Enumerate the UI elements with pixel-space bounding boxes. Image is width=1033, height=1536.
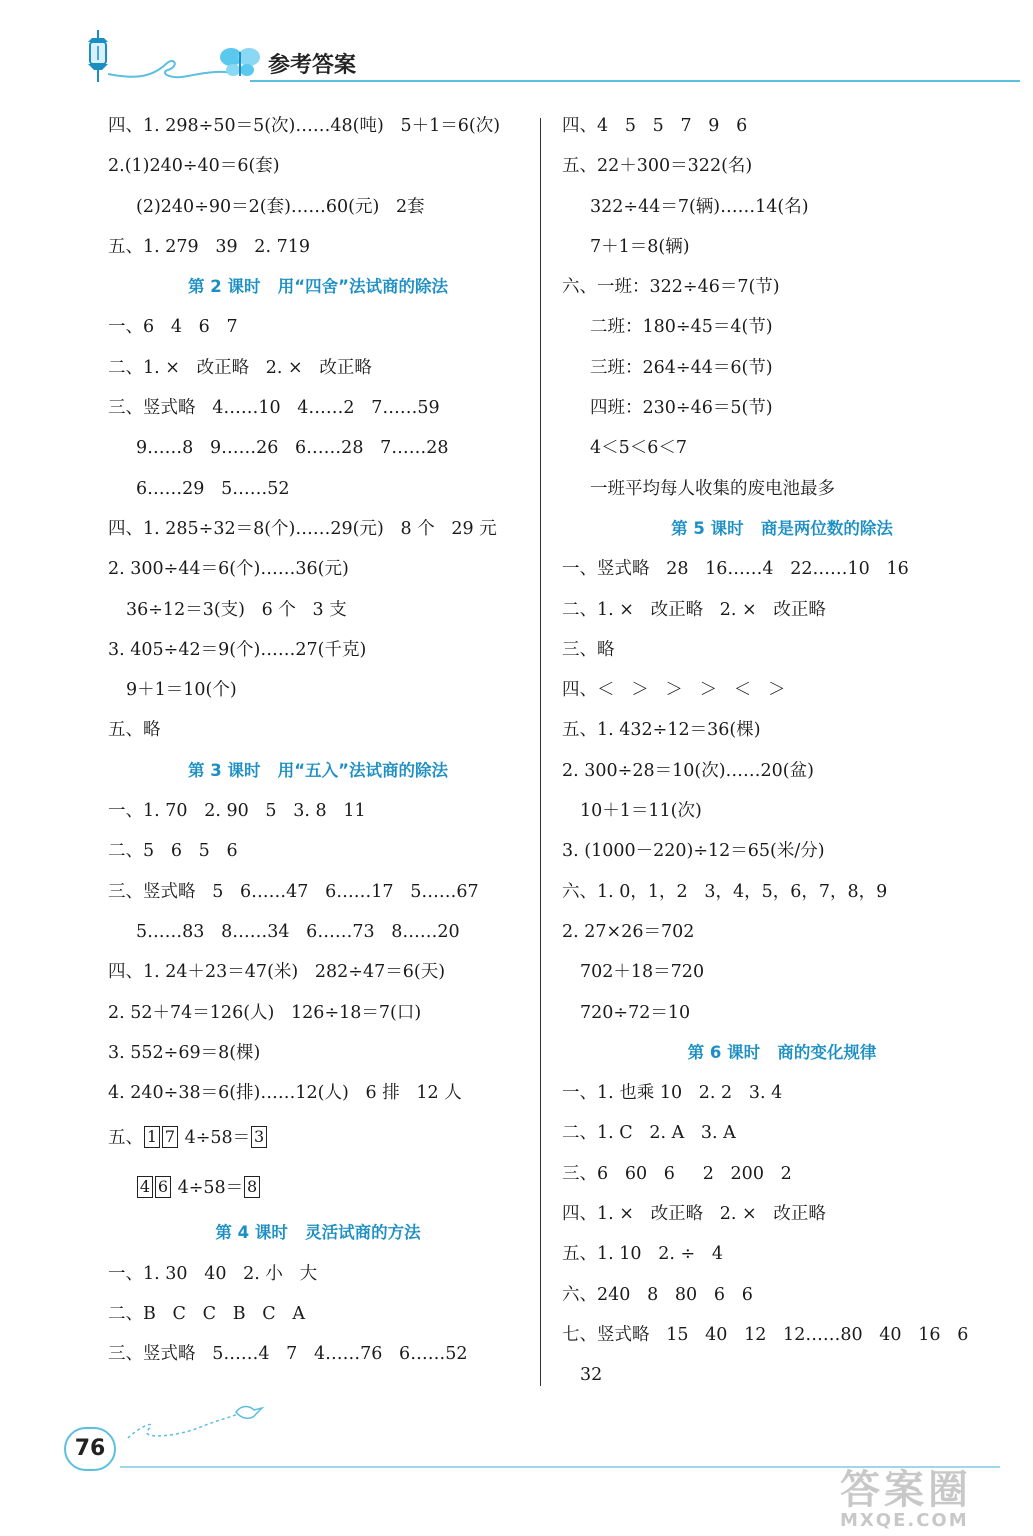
- answer-line: 五、1. 279 39 2. 719: [108, 236, 310, 257]
- answer-line: 四班：230÷46＝5(节): [590, 398, 773, 419]
- answer-line: 四、1. 298÷50＝5(次)……48(吨) 5＋1＝6(次): [108, 116, 501, 136]
- answer-line: 10＋1＝11(次): [580, 801, 702, 822]
- digit-box: 4: [137, 1176, 153, 1198]
- section-heading: 第 6 课时 商的变化规律: [687, 1042, 877, 1062]
- answer-line: 二、5 6 5 6: [108, 841, 238, 862]
- answer-line: 2. 300÷28＝10(次)……20(盆): [562, 760, 814, 781]
- watermark-url: MXQE.COM: [840, 1510, 969, 1531]
- answer-line: 六、一班：322÷46＝7(节): [562, 277, 780, 298]
- answer-line: 四、4 5 5 7 9 6: [562, 116, 748, 136]
- answer-line: 一、6 4 6 7: [108, 317, 238, 338]
- answer-line: 五、1. 10 2. ÷ 4: [562, 1244, 723, 1265]
- answer-line: 五、略: [108, 720, 161, 741]
- answer-line: 四、＜ ＞ ＞ ＞ ＜ ＞: [562, 680, 786, 701]
- answer-line: 四、1. 285÷32＝8(个)……29(元) 8 个 29 元: [108, 518, 497, 539]
- butterfly-icon: [218, 44, 262, 80]
- digit-box: 6: [155, 1176, 171, 1198]
- answer-line: 三、6 60 6 2 200 2: [562, 1163, 792, 1184]
- section-heading: 第 5 课时 商是两位数的除法: [671, 518, 893, 538]
- answer-line: 三、竖式略 5 6……47 6……17 5……67: [108, 881, 479, 902]
- digit-box: 1: [144, 1126, 160, 1148]
- answer-line: 五、22＋300＝322(名): [562, 156, 753, 177]
- answer-line: 702＋18＝720: [580, 962, 705, 983]
- box-answer-line: [108, 1163, 528, 1213]
- answer-line: 322÷44＝7(辆)……14(名): [590, 196, 809, 217]
- digit-box: 8: [244, 1176, 260, 1198]
- answer-label: 五、: [108, 1128, 143, 1149]
- watermark-title: 答案圈: [840, 1467, 972, 1513]
- answer-line: 四、1. 24＋23＝47(米) 282÷47＝6(天): [108, 962, 446, 983]
- answer-line: 2. 52＋74＝126(人) 126÷18＝7(口): [108, 1002, 422, 1023]
- watermark: [840, 1467, 972, 1531]
- answer-line: 一、1. 也乘 10 2. 2 3. 4: [562, 1083, 783, 1104]
- answer-line: 9……8 9……26 6……28 7……28: [136, 438, 449, 459]
- answer-line: 三、略: [562, 639, 615, 660]
- answer-line: 4. 240÷38＝6(排)……12(人) 6 排 12 人: [108, 1083, 462, 1104]
- digit-box: 7: [162, 1126, 178, 1148]
- answer-line: 七、竖式略 15 40 12 12……80 40 16 6: [562, 1324, 969, 1345]
- answer-line: 一、1. 30 40 2. 小 大: [108, 1263, 318, 1284]
- column-divider: [540, 118, 541, 1386]
- answer-line: 二班：180÷45＝4(节): [590, 317, 773, 338]
- answer-line: 二、1. C 2. A 3. A: [562, 1123, 736, 1144]
- answer-line: 32: [580, 1365, 603, 1386]
- answer-line: 三班：264÷44＝6(节): [590, 357, 773, 378]
- page-number: 76: [64, 1427, 116, 1471]
- header-rule: [250, 80, 1020, 82]
- answer-line: 3. 405÷42＝9(个)……27(千克): [108, 639, 367, 660]
- answer-line: 3. 552÷69＝8(棵): [108, 1042, 261, 1063]
- right-column: [562, 106, 1002, 1396]
- answer-line: 36÷12＝3(支) 6 个 3 支: [126, 599, 347, 620]
- answer-line: 五、1. 432÷12＝36(棵): [562, 720, 761, 741]
- answer-line: 7＋1＝8(辆): [590, 236, 690, 257]
- equation-text: 4÷58＝: [172, 1178, 244, 1199]
- answer-line: 2.(1)240÷40＝6(套): [108, 156, 280, 177]
- answer-line: 2. 300÷44＝6(个)……36(元): [108, 559, 349, 580]
- box-answer-line: [108, 1113, 528, 1163]
- answer-line: 5……83 8……34 6……73 8……20: [136, 921, 460, 942]
- section-heading: 第 3 课时 用“五入”法试商的除法: [188, 760, 448, 780]
- answer-line: 3. (1000－220)÷12＝65(米/分): [562, 841, 825, 862]
- digit-box: 3: [251, 1126, 267, 1148]
- answer-line: 一、1. 70 2. 90 5 3. 8 11: [108, 801, 366, 822]
- answer-line: 三、竖式略 5……4 7 4……76 6……52: [108, 1344, 468, 1365]
- answer-line: 三、竖式略 4……10 4……2 7……59: [108, 398, 440, 419]
- answer-line: 四、1. × 改正略 2. × 改正略: [562, 1204, 826, 1225]
- equation-text: 4÷58＝: [179, 1128, 251, 1149]
- page-header: [0, 0, 1033, 90]
- answer-line: (2)240÷90＝2(套)……60(元) 2套: [136, 196, 425, 217]
- answer-line: 二、B C C B C A: [108, 1304, 305, 1325]
- section-heading: 第 4 课时 灵活试商的方法: [215, 1223, 421, 1243]
- answer-line: 一班平均每人收集的废电池最多: [590, 478, 835, 499]
- answer-line: 六、1. 0，1，2 3，4，5，6，7，8，9: [562, 881, 888, 902]
- answer-line: 二、1. × 改正略 2. × 改正略: [108, 357, 372, 378]
- answer-line: 720÷72＝10: [580, 1002, 691, 1023]
- answer-line: 一、竖式略 28 16……4 22……10 16: [562, 559, 909, 580]
- left-column: [108, 106, 528, 1375]
- answer-line: 2. 27×26＝702: [562, 921, 695, 942]
- answer-line: 9＋1＝10(个): [126, 680, 237, 701]
- page-title: 参考答案: [268, 53, 357, 78]
- answer-line: 二、1. × 改正略 2. × 改正略: [562, 599, 826, 620]
- section-heading: 第 2 课时 用“四舍”法试商的除法: [188, 277, 448, 297]
- answer-line: 六、240 8 80 6 6: [562, 1284, 753, 1305]
- bird-doodle-icon: [118, 1398, 268, 1448]
- answer-line: 6……29 5……52: [136, 478, 290, 499]
- answer-line: 4＜5＜6＜7: [590, 438, 688, 459]
